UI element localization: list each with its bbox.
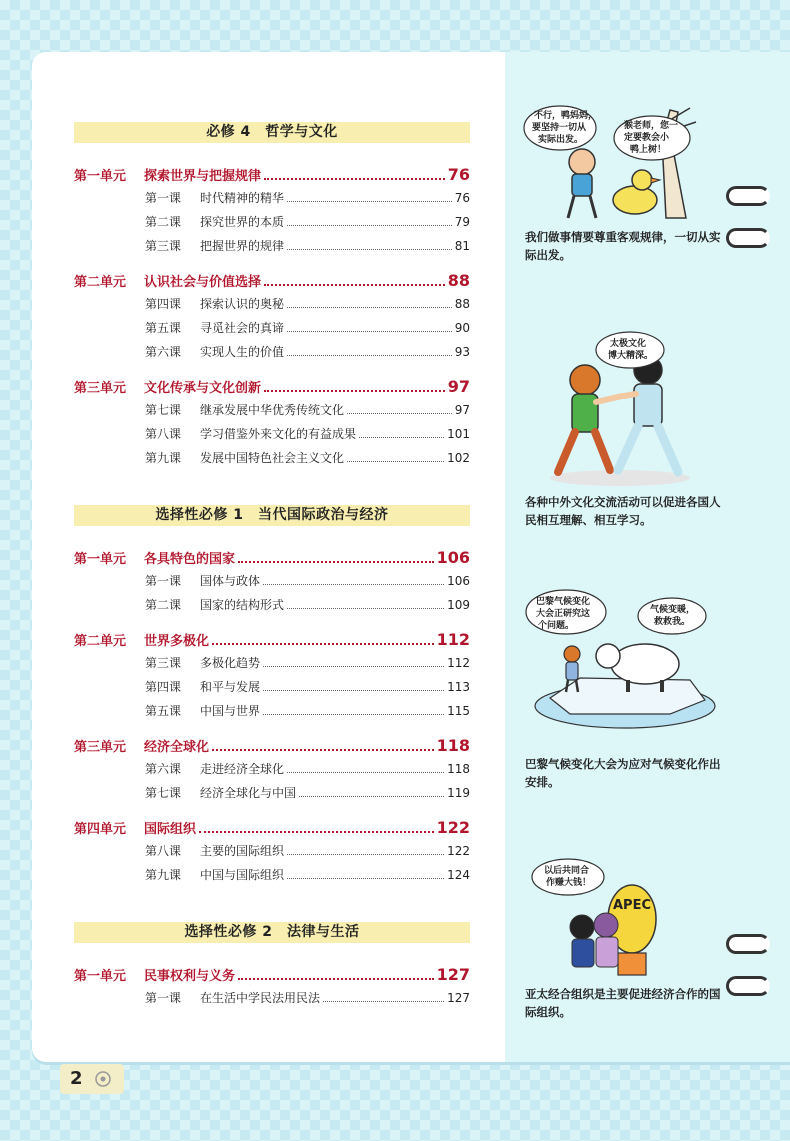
lesson-entry[interactable] [74,319,470,343]
leader-dots [212,749,434,751]
lesson-entry[interactable] [74,237,470,261]
unit-label: 第三单元 [74,740,127,755]
lesson-title: 寻觅社会的真谛 [200,321,285,335]
lesson-page: 93 [454,345,470,359]
lesson-label: 第四课 [145,680,182,694]
leader-dots [287,331,452,332]
cartoon-caption: 巴黎气候变化大会为应对气候变化作出安排。 [525,757,721,789]
lesson-label: 第三课 [145,656,182,670]
lesson-page: 112 [447,656,470,670]
leader-dots [347,461,444,462]
bubble-text: 鸭上树！ [630,145,667,155]
lesson-entry[interactable] [74,654,470,678]
lesson-page: 115 [447,704,470,718]
apec-sign-text: APEC [612,898,652,913]
unit-label: 第二单元 [74,634,127,649]
binding-ring [726,976,770,996]
module-heading: 必修 4 哲学与文化 [74,122,470,143]
unit-page: 76 [447,165,470,184]
bubble-text: 猴老师，您一 [624,121,679,131]
lesson-title: 实现人生的价值 [200,345,285,359]
leader-dots [287,854,444,855]
lesson-page: 88 [454,297,470,311]
leader-dots [264,284,445,286]
lesson-page: 122 [447,844,470,858]
lesson-label: 第一课 [145,574,182,588]
lesson-entry[interactable] [74,596,470,620]
lesson-entry[interactable] [74,295,470,319]
bubble-text: 巴黎气候变化 [536,597,591,607]
unit-page: 106 [436,548,470,567]
lesson-entry[interactable] [74,213,470,237]
cartoon-monkey-duck [520,100,720,225]
lesson-page: 79 [454,215,470,229]
lesson-entry[interactable] [74,678,470,702]
flower-icon [94,1070,112,1088]
unit-entry[interactable] [74,377,470,401]
unit-title: 文化传承与文化创新 [144,381,262,396]
lesson-entry[interactable] [74,343,470,367]
leader-dots [263,584,444,585]
unit-page: 122 [436,818,470,837]
leader-dots [263,690,444,691]
leader-dots [287,225,452,226]
bubble-text: 博大精深。 [608,351,654,361]
bubble-text: 气候变暖， [650,605,696,615]
leader-dots [359,437,444,438]
cartoon-tai-chi [530,330,710,488]
lesson-label: 第九课 [145,451,182,465]
lesson-title: 主要的国际组织 [200,844,285,858]
unit-title: 认识社会与价值选择 [144,275,262,290]
unit-label: 第一单元 [74,552,127,567]
binding-ring [726,186,770,206]
lesson-entry[interactable] [74,425,470,449]
binding-ring [726,228,770,248]
lesson-title: 多极化趋势 [200,656,261,670]
leader-dots [287,307,452,308]
lesson-label: 第一课 [145,991,182,1005]
bubble-text: 定要教会小 [624,133,670,143]
lesson-entry[interactable] [74,401,470,425]
cartoon-caption: 亚太经合组织是主要促进经济合作的国际组织。 [525,987,721,1019]
leader-dots [287,249,452,250]
lesson-page: 109 [447,598,470,612]
lesson-label: 第二课 [145,598,182,612]
unit-entry[interactable] [74,548,470,572]
lesson-page: 113 [447,680,470,694]
lesson-title: 探究世界的本质 [200,215,285,229]
lesson-label: 第一课 [145,191,182,205]
lesson-page: 118 [447,762,470,776]
unit-page: 88 [447,271,470,290]
unit-entry[interactable] [74,818,470,842]
unit-title: 探索世界与把握规律 [144,169,262,184]
lesson-label: 第八课 [145,427,182,441]
lesson-label: 第六课 [145,762,182,776]
lesson-page: 124 [447,868,470,882]
lesson-entry[interactable] [74,449,470,473]
lesson-title: 走进经济全球化 [200,762,285,776]
lesson-label: 第三课 [145,239,182,253]
bubble-text: 实际出发。 [538,135,584,145]
unit-entry[interactable] [74,165,470,189]
module-heading: 选择性必修 2 法律与生活 [74,922,470,943]
cartoon-caption: 各种中外文化交流活动可以促进各国人民相互理解、相互学习。 [525,495,721,527]
lesson-title: 时代精神的精华 [200,191,285,205]
table-of-contents [74,122,470,1013]
unit-page: 112 [436,630,470,649]
module-heading: 选择性必修 1 当代国际政治与经济 [74,505,470,526]
unit-entry[interactable] [74,965,470,989]
bubble-text: 太极文化 [610,339,647,349]
unit-entry[interactable] [74,630,470,654]
leader-dots [199,831,434,833]
unit-title: 各具特色的国家 [144,552,236,567]
unit-label: 第二单元 [74,275,127,290]
unit-title: 经济全球化 [144,740,210,755]
unit-entry[interactable] [74,271,470,295]
leader-dots [263,666,444,667]
lesson-page: 102 [447,451,470,465]
lesson-title: 在生活中学民法用民法 [200,991,321,1005]
leader-dots [287,608,444,609]
lesson-page: 106 [447,574,470,588]
lesson-title: 国家的结构形式 [200,598,285,612]
unit-label: 第四单元 [74,822,127,837]
lesson-entry[interactable] [74,784,470,808]
lesson-page: 90 [454,321,470,335]
leader-dots [347,413,452,414]
cartoon-caption: 我们做事情要尊重客观规律，一切从实际出发。 [525,230,721,262]
lesson-page: 119 [447,786,470,800]
lesson-title: 国体与政体 [200,574,261,588]
leader-dots [287,355,452,356]
bubble-text: 作赚大钱！ [546,878,592,888]
lesson-title: 探索认识的奥秘 [200,297,285,311]
lesson-label: 第五课 [145,704,182,718]
lesson-entry[interactable] [74,189,470,213]
lesson-entry[interactable] [74,760,470,784]
lesson-title: 和平与发展 [200,680,261,694]
leader-dots [264,178,445,180]
cartoon-polar-bear [520,588,720,748]
lesson-entry[interactable] [74,989,470,1013]
lesson-label: 第九课 [145,868,182,882]
leader-dots [263,714,444,715]
leader-dots [287,878,444,879]
unit-label: 第一单元 [74,969,127,984]
bubble-text: 大会正研究这 [536,609,591,619]
lesson-label: 第八课 [145,844,182,858]
lesson-entry[interactable] [74,572,470,596]
unit-title: 世界多极化 [144,634,210,649]
lesson-page: 97 [454,403,470,417]
lesson-title: 继承发展中华优秀传统文化 [200,403,345,417]
page-number: 2 [70,1068,83,1089]
lesson-page: 101 [447,427,470,441]
leader-dots [299,796,444,797]
unit-title: 民事权利与义务 [144,969,236,984]
lesson-page: 81 [454,239,470,253]
unit-page: 127 [436,965,470,984]
binding-ring [726,934,770,954]
leader-dots [287,772,444,773]
lesson-label: 第六课 [145,345,182,359]
leader-dots [287,201,452,202]
lesson-label: 第四课 [145,297,182,311]
lesson-title: 中国与世界 [200,704,261,718]
unit-page: 118 [436,736,470,755]
lesson-entry[interactable] [74,702,470,726]
leader-dots [323,1001,444,1002]
leader-dots [238,978,434,980]
bubble-text: 以后共同合 [544,866,590,876]
lesson-title: 中国与国际组织 [200,868,285,882]
lesson-entry[interactable] [74,842,470,866]
bubble-text: 要坚持一切从 [532,123,587,133]
unit-label: 第一单元 [74,169,127,184]
bubble-text: 个问题。 [538,621,575,631]
unit-entry[interactable] [74,736,470,760]
lesson-label: 第二课 [145,215,182,229]
lesson-entry[interactable] [74,866,470,890]
bubble-text: 不行，鸭妈妈， [534,111,598,121]
lesson-label: 第七课 [145,786,182,800]
lesson-title: 发展中国特色社会主义文化 [200,451,345,465]
leader-dots [264,390,445,392]
lesson-title: 经济全球化与中国 [200,786,297,800]
lesson-title: 学习借鉴外来文化的有益成果 [200,427,357,441]
lesson-label: 第五课 [145,321,182,335]
lesson-label: 第七课 [145,403,182,417]
bubble-text: 救救我。 [654,617,691,627]
lesson-title: 把握世界的规律 [200,239,285,253]
lesson-page: 127 [447,991,470,1005]
leader-dots [238,561,434,563]
cartoon-apec [530,855,710,983]
leader-dots [212,643,434,645]
unit-label: 第三单元 [74,381,127,396]
unit-title: 国际组织 [144,822,197,837]
lesson-page: 76 [454,191,470,205]
unit-page: 97 [447,377,470,396]
